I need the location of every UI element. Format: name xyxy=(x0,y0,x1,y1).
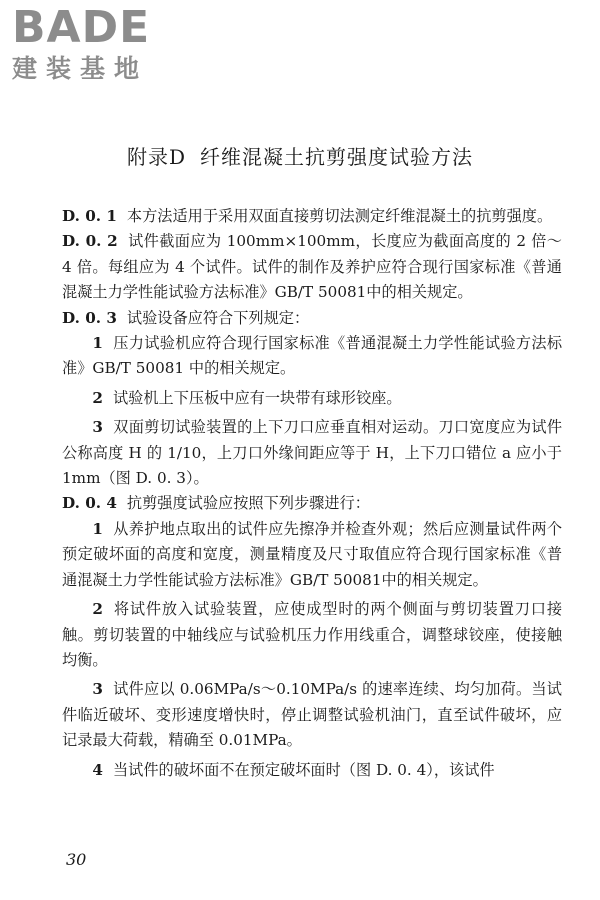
sub-item xyxy=(62,386,562,411)
clause-text: 本方法适用于采用双面直接剪切法测定纤维混凝土的抗剪强度。 xyxy=(126,207,553,225)
item-number: 2 xyxy=(92,388,103,407)
item-number: 3 xyxy=(92,418,103,437)
document-body xyxy=(62,204,562,783)
appendix-label: 附录D xyxy=(126,145,187,169)
logo-brand-text: BADE xyxy=(12,2,151,53)
sub-item xyxy=(62,517,562,593)
clause-d02 xyxy=(62,229,562,305)
clause-number: D. 0. 1 xyxy=(62,207,117,225)
item-text: 试件应以 0.06MPa/s～0.10MPa/s 的速率连续、均匀加荷。当试件临近破坏、变形速度增快时，停止调整试验机油门，直至试件破坏，应记录最大荷载，精确至 0.01MPa。 xyxy=(62,680,562,750)
logo-subtitle: 建装基地 xyxy=(12,54,149,83)
item-number: 4 xyxy=(92,760,103,779)
clause-text: 试验设备应符合下列规定： xyxy=(126,308,310,327)
sub-item xyxy=(62,758,562,783)
sub-item xyxy=(62,677,562,753)
sub-item xyxy=(62,415,562,491)
item-text: 从养护地点取出的试件应先擦净并检查外观；然后应测量试件两个预定破坏面的高度和宽度，测量精度及尺寸取值应符合现行国家标准《普通混凝土力学性能试验方法标准》GB/T 50081中的相关规定。 xyxy=(62,519,562,589)
appendix-name: 纤维混凝土抗剪强度试验方法 xyxy=(200,145,474,169)
item-text: 双面剪切试验装置的上下刀口应垂直相对运动。刀口宽度应为试件公称高度 H 的 1/10，上刀口外缘间距应等于 H，上下刀口错位 a 应小于 1mm（图 D. 0. 3）。 xyxy=(62,418,562,488)
item-text: 压力试验机应符合现行国家标准《普通混凝土力学性能试验方法标准》GB/T 50081 中的相关规定。 xyxy=(62,334,562,378)
clause-number: D. 0. 3 xyxy=(62,308,117,327)
brand-logo xyxy=(12,4,182,90)
clause-number: D. 0. 4 xyxy=(62,494,117,513)
item-text: 试验机上下压板中应有一块带有球形铰座。 xyxy=(112,388,402,407)
page-number: 30 xyxy=(66,850,87,869)
item-text: 将试件放入试验装置，应使成型时的两个侧面与剪切装置刀口接触。剪切装置的中轴线应与试验机压力作用线重合，调整球铰座，使接触均衡。 xyxy=(62,600,562,669)
item-number: 1 xyxy=(92,334,103,353)
sub-item xyxy=(62,331,562,382)
clause-d03 xyxy=(62,306,562,331)
item-number: 1 xyxy=(92,519,103,538)
clause-number: D. 0. 2 xyxy=(62,232,118,251)
clause-text: 试件截面应为 100mm×100mm，长度应为截面高度的 2 倍～4 倍。每组应为 4 个试件。试件的制作及养护应符合现行国家标准《普通混凝土力学性能试验方法标准》GB/T 50081中的相关规定。 xyxy=(62,232,562,302)
page-title xyxy=(0,142,600,172)
item-number: 2 xyxy=(92,600,103,619)
item-number: 3 xyxy=(92,680,103,699)
clause-d04 xyxy=(62,491,562,516)
sub-item xyxy=(62,597,562,673)
item-text: 当试件的破坏面不在预定破坏面时（图 D. 0. 4），该试件 xyxy=(112,760,495,779)
clause-d01 xyxy=(62,204,562,229)
clause-text: 抗剪强度试验应按照下列步骤进行： xyxy=(126,494,370,513)
